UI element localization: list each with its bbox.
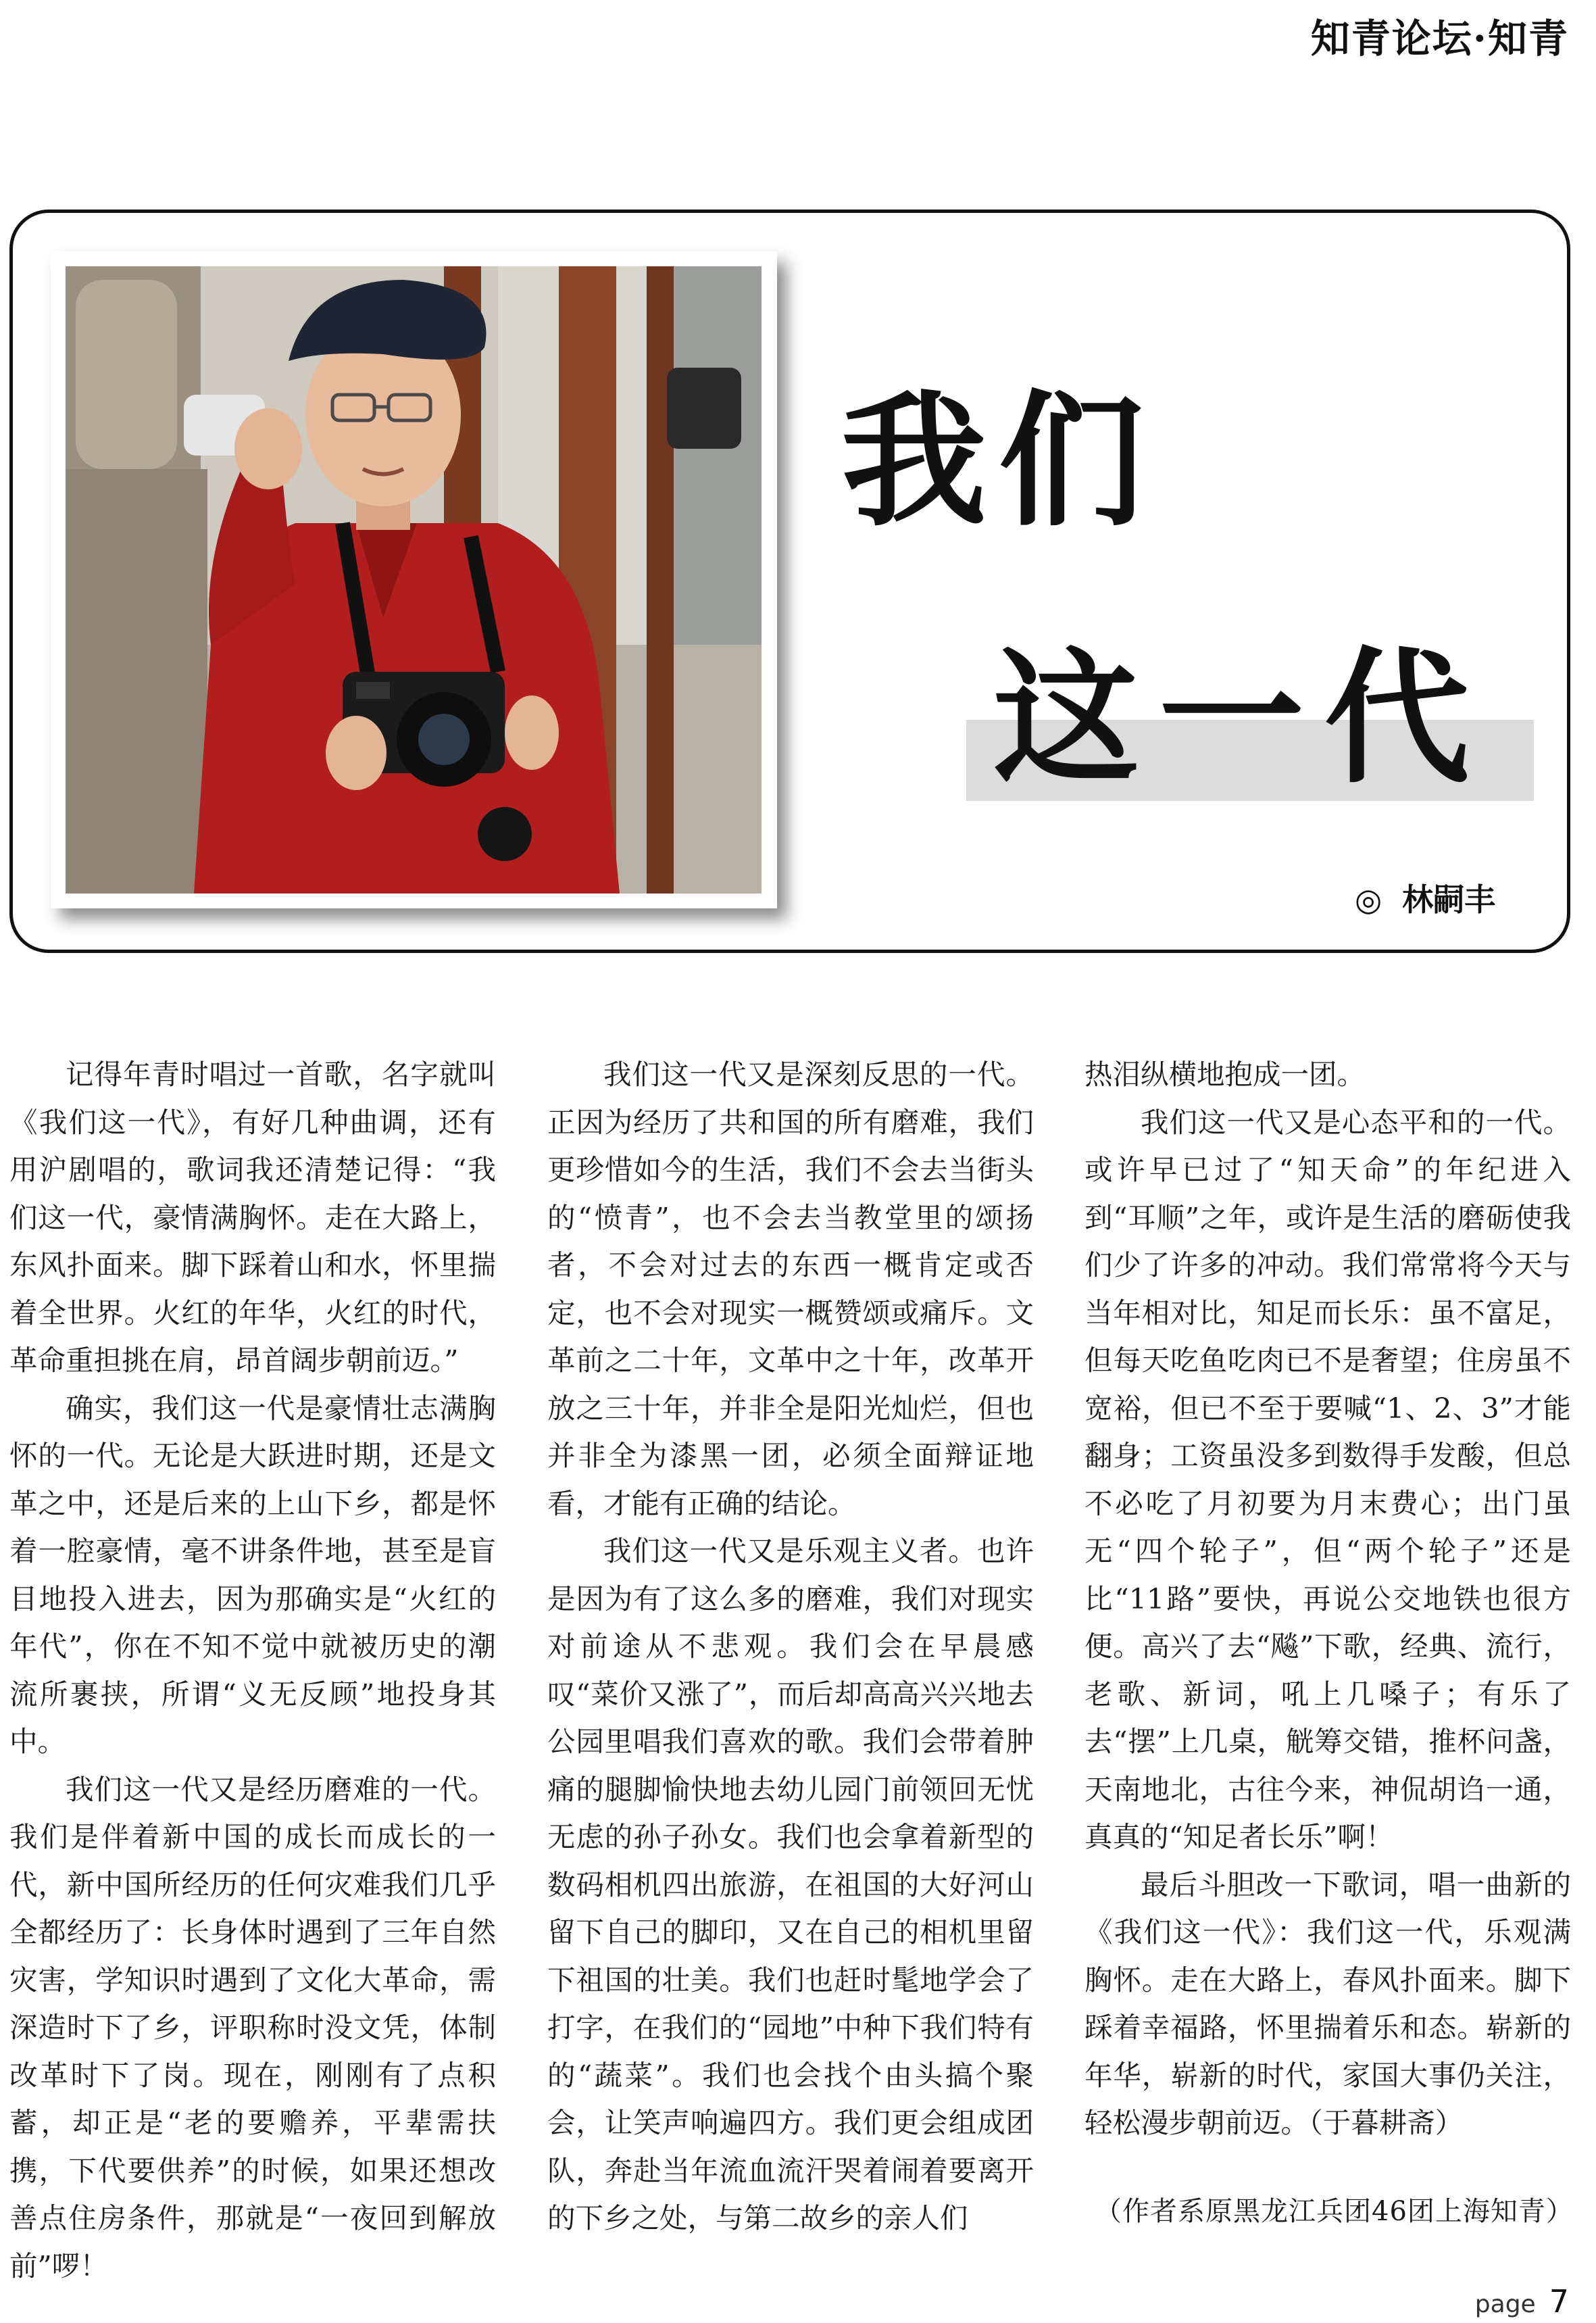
paragraph: 热泪纵横地抱成一团。: [1084, 1058, 1366, 1091]
author-name: 林嗣丰: [1402, 881, 1496, 918]
text-column-1: [9, 1051, 496, 2290]
paragraph: 最后斗胆改一下歌词，唱一曲新的《我们这一代》：我们这一代，乐观满胸怀。走在大路上，春风扑面来。脚下踩着幸福路，怀里揣着乐和态。崭新的年华，崭新的时代，家国大事仍关注，轻松漫步朝前迈。（于暮耕斋）: [1084, 1867, 1571, 2139]
author-photo-illustration: [66, 266, 762, 894]
page-number: [1475, 2283, 1569, 2320]
byline: [1355, 875, 1495, 920]
paragraph: 记得年青时唱过一首歌，名字就叫《我们这一代》，有好几种曲调，还有用沪剧唱的，歌词我还清楚记得：“我们这一代，豪情满胸怀。走在大路上，东风扑面来。脚下踩着山和水，怀里揣着全世界。火红的年华，火红的时代，革命重担挑在肩，昂首阔步朝前迈。”: [9, 1058, 496, 1377]
paragraph: 确实，我们这一代是豪情壮志满胸怀的一代。无论是大跃进时期，还是文革之中，还是后来的上山下乡，都是怀着一腔豪情，毫不讲条件地，甚至是盲目地投入进去，因为那确实是“火红的年代”，你在不知不觉中就被历史的潮流所裹挟，所谓“义无反顾”地投身其中。: [9, 1391, 496, 1758]
page-label: page: [1474, 2291, 1536, 2318]
article-title-line1: 我们: [841, 376, 1156, 546]
article-title-line2: 这一代: [993, 633, 1490, 803]
paragraph: 我们这一代又是经历磨难的一代。我们是伴着新中国的成长而成长的一代，新中国所经历的任何灾难我们几乎全都经历了：长身体时遇到了三年自然灾害，学知识时遇到了文化大革命，需深造时下了乡，评职称时没文凭，体制改革时下了岗。现在，刚刚有了点积蓄，却正是“老的要赡养，平辈需扶携，下代要供养”的时候，如果还想改善点住房条件，那就是“一夜回到解放前”啰！: [9, 1772, 496, 2282]
author-note: （作者系原黑龙江兵团46团上海知青）: [1095, 2196, 1574, 2227]
paragraph: 我们这一代又是心态平和的一代。或许早已过了“知天命”的年纪进入到“耳顺”之年，或许是生活的磨砺使我们少了许多的冲动。我们常常将今天与当年相对比，知足而长乐：虽不富足，但每天吃鱼吃肉已不是奢望；住房虽不宽裕，但已不至于要喊“1、2、3”才能翻身；工资虽没多到数得手发酸，但总不必吃了月初要为月末费心；出门虽无“四个轮子”，但“两个轮子”还是比“11路”要快，再说公交地铁也很方便。高兴了去“飚”下歌，经典、流行，老歌、新词，吼上几嗓子；有乐了去“摆”上几桌，觥筹交错，推杯问盏，天南地北，古往今来，神侃胡诌一通，真真的“知足者长乐”啊！: [1084, 1105, 1571, 1853]
paragraph: 我们这一代又是乐观主义者。也许是因为有了这么多的磨难，我们对现实对前途从不悲观。我们会在早晨感叹“菜价又涨了”，而后却高高兴兴地去公园里唱我们喜欢的歌。我们会带着肿痛的腿脚愉快地去幼儿园门前领回无忧无虑的孙子孙女。我们也会拿着新型的数码相机四出旅游，在祖国的大好河山留下自己的脚印，又在自己的相机里留下祖国的壮美。我们也赶时髦地学会了打字，在我们的“园地”中种下我们特有的“蔬菜”。我们也会找个由头搞个聚会，让笑声响遍四方。我们更会组成团队，奔赴当年流血流汗哭着闹着要离开的下乡之处，与第二故乡的亲人们: [547, 1534, 1034, 2234]
byline-mark: ◎: [1355, 881, 1382, 918]
text-column-2: [547, 1051, 1034, 2243]
section-header: 知青论坛·知青: [1310, 16, 1569, 62]
text-column-3: [1084, 1051, 1571, 2147]
page-number-value: 7: [1549, 2283, 1569, 2320]
paragraph: 我们这一代又是深刻反思的一代。正因为经历了共和国的所有磨难，我们更珍惜如今的生活，我们不会去当街头的“愤青”，也不会去当教堂里的颂扬者，不会对过去的东西一概肯定或否定，也不会对现实一概赞颂或痛斥。文革前之二十年，文革中之十年，改革开放之三十年，并非全是阳光灿烂，但也并非全为漆黑一团，必须全面辩证地看，才能有正确的结论。: [547, 1058, 1034, 1520]
author-photo: [51, 251, 777, 908]
